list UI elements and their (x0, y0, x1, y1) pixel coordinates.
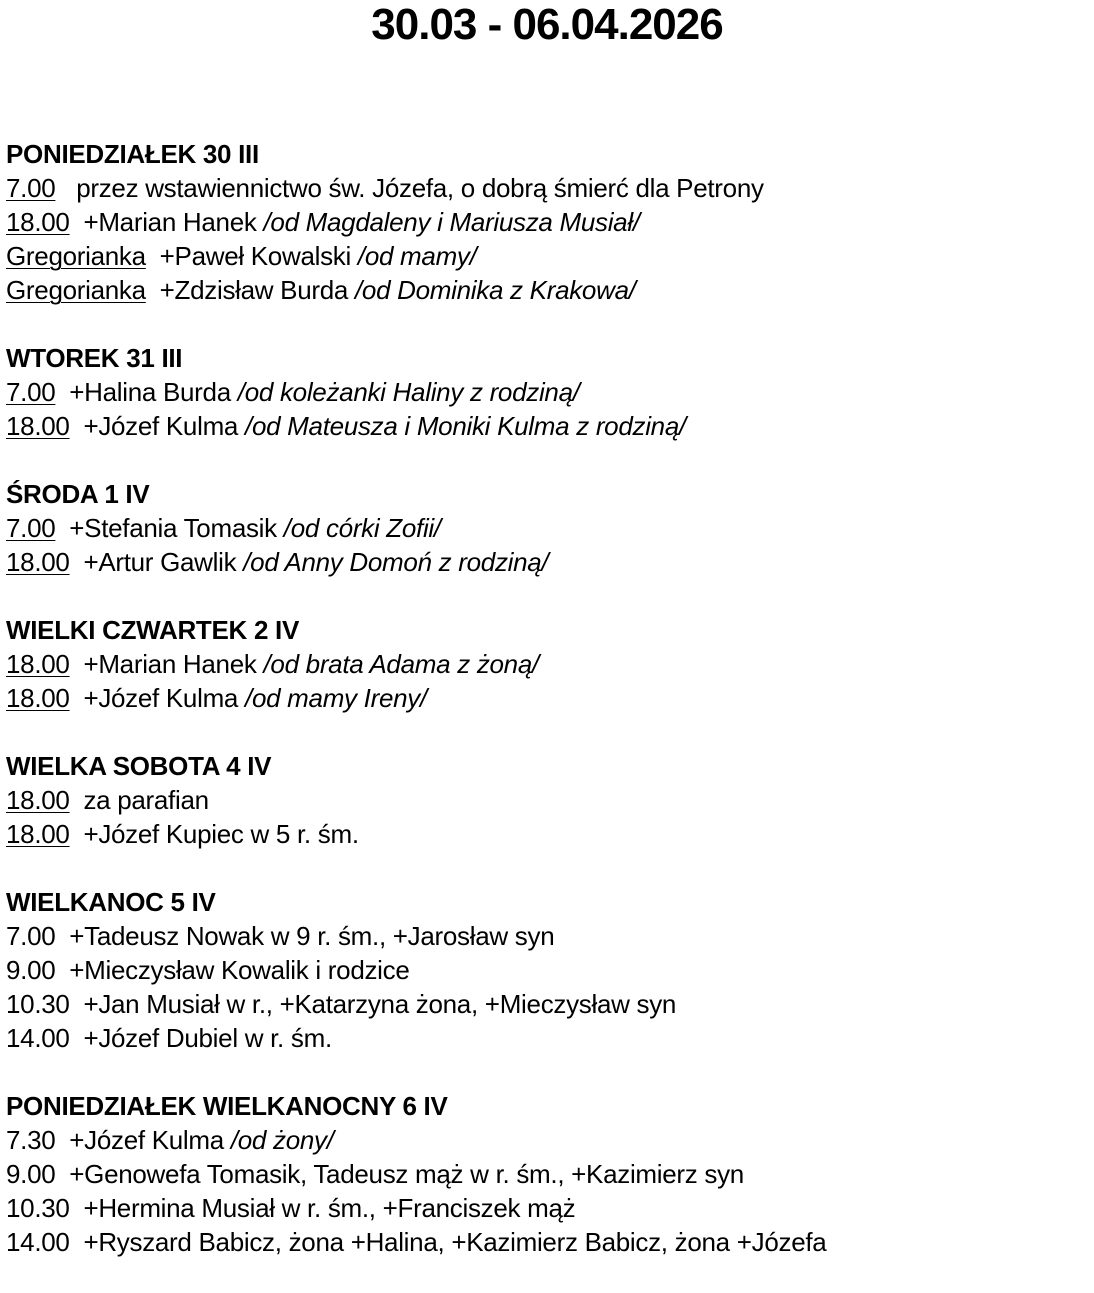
mass-entry (6, 783, 1094, 817)
mass-intention: za parafian (83, 785, 209, 815)
mass-intention: +Paweł Kowalski (159, 241, 358, 271)
day-heading: WIELKANOC 5 IV (6, 887, 216, 917)
mass-entry (6, 171, 1094, 205)
mass-time: 9.00 (6, 1159, 56, 1189)
day-section (6, 885, 1094, 1055)
mass-time: 18.00 (6, 819, 70, 849)
day-heading: WIELKA SOBOTA 4 IV (6, 751, 272, 781)
spacer (70, 1227, 84, 1257)
mass-entry (6, 273, 1094, 307)
mass-time: Gregorianka (6, 275, 146, 305)
spacer (70, 411, 84, 441)
mass-entry (6, 1191, 1094, 1225)
mass-entry (6, 953, 1094, 987)
day-section (6, 749, 1094, 851)
mass-intention: przez wstawiennictwo św. Józefa, o dobrą śmierć dla Petrony (76, 173, 764, 203)
intention-requester: /od córki Zofii/ (283, 513, 441, 543)
intention-requester: /od koleżanki Haliny z rodziną/ (237, 377, 580, 407)
day-section (6, 477, 1094, 579)
spacer (55, 955, 69, 985)
mass-time: 18.00 (6, 547, 70, 577)
spacer (70, 1023, 84, 1053)
mass-time: 10.30 (6, 1193, 70, 1223)
day-section (6, 1089, 1094, 1259)
spacer (55, 173, 76, 203)
intention-requester: /od mamy/ (357, 241, 477, 271)
mass-intention: +Hermina Musiał w r. śm., +Franciszek mąż (83, 1193, 576, 1223)
mass-intention: +Artur Gawlik (83, 547, 244, 577)
mass-entry (6, 409, 1094, 443)
intention-requester: /od mamy Ireny/ (245, 683, 427, 713)
mass-entry (6, 511, 1094, 545)
spacer (55, 1159, 69, 1189)
intention-requester: /od żony/ (230, 1125, 334, 1155)
mass-intention: +Genowefa Tomasik, Tadeusz mąż w r. śm., +Kazimierz syn (69, 1159, 744, 1189)
mass-entry (6, 647, 1094, 681)
mass-entry (6, 205, 1094, 239)
spacer (70, 683, 84, 713)
mass-time: 7.00 (6, 921, 56, 951)
mass-time: 9.00 (6, 955, 56, 985)
page-title: 30.03 - 06.04.2026 (371, 0, 723, 49)
day-heading: WTOREK 31 III (6, 343, 183, 373)
mass-schedule (6, 137, 1094, 1293)
intention-requester: /od Mateusza i Moniki Kulma z rodziną/ (245, 411, 686, 441)
day-heading: ŚRODA 1 IV (6, 479, 150, 509)
spacer (55, 513, 69, 543)
mass-entry (6, 1021, 1094, 1055)
intention-requester: /od Anny Domoń z rodziną/ (243, 547, 549, 577)
spacer (146, 275, 160, 305)
mass-entry (6, 375, 1094, 409)
mass-time: 10.30 (6, 989, 70, 1019)
mass-intention: +Marian Hanek (83, 649, 264, 679)
mass-time: 7.00 (6, 173, 56, 203)
intention-requester: /od brata Adama z żoną/ (263, 649, 539, 679)
mass-time: 7.00 (6, 377, 56, 407)
mass-time: 7.30 (6, 1125, 56, 1155)
mass-intention: +Józef Kulma (83, 683, 246, 713)
mass-entry (6, 817, 1094, 851)
spacer (55, 377, 69, 407)
mass-time: Gregorianka (6, 241, 146, 271)
mass-intention: +Marian Hanek (83, 207, 264, 237)
mass-entry (6, 1225, 1094, 1259)
mass-entry (6, 1157, 1094, 1191)
mass-time: 18.00 (6, 785, 70, 815)
mass-intention: +Mieczysław Kowalik i rodzice (69, 955, 410, 985)
spacer (55, 1125, 69, 1155)
mass-entry (6, 545, 1094, 579)
mass-intention: +Józef Dubiel w r. śm. (83, 1023, 332, 1053)
spacer (55, 921, 69, 951)
day-section (6, 613, 1094, 715)
mass-intention: +Ryszard Babicz, żona +Halina, +Kazimierz Babicz, żona +Józefa (83, 1227, 827, 1257)
mass-intention: +Józef Kulma (69, 1125, 231, 1155)
spacer (70, 785, 84, 815)
day-section (6, 137, 1094, 307)
day-heading: PONIEDZIAŁEK WIELKANOCNY 6 IV (6, 1091, 448, 1121)
mass-time: 18.00 (6, 649, 70, 679)
intention-requester: /od Magdaleny i Mariusza Musiał/ (263, 207, 640, 237)
mass-time: 14.00 (6, 1023, 70, 1053)
spacer (146, 241, 160, 271)
mass-entry (6, 919, 1094, 953)
intention-requester: /od Dominika z Krakowa/ (354, 275, 636, 305)
mass-entry (6, 239, 1094, 273)
mass-intention: +Halina Burda (69, 377, 238, 407)
mass-intention: +Jan Musiał w r., +Katarzyna żona, +Mieczysław syn (83, 989, 677, 1019)
mass-time: 18.00 (6, 207, 70, 237)
mass-intention: +Zdzisław Burda (159, 275, 355, 305)
mass-entry (6, 1123, 1094, 1157)
day-heading: PONIEDZIAŁEK 30 III (6, 139, 259, 169)
spacer (70, 989, 84, 1019)
mass-intention: +Józef Kulma (83, 411, 246, 441)
spacer (70, 207, 84, 237)
mass-intention: +Tadeusz Nowak w 9 r. śm., +Jarosław syn (69, 921, 555, 951)
day-section (6, 341, 1094, 443)
spacer (70, 819, 84, 849)
day-heading: WIELKI CZWARTEK 2 IV (6, 615, 300, 645)
spacer (70, 649, 84, 679)
mass-entry (6, 681, 1094, 715)
mass-entry (6, 987, 1094, 1021)
mass-time: 7.00 (6, 513, 56, 543)
mass-time: 18.00 (6, 683, 70, 713)
mass-time: 14.00 (6, 1227, 70, 1257)
spacer (70, 1193, 84, 1223)
mass-time: 18.00 (6, 411, 70, 441)
spacer (70, 547, 84, 577)
mass-intention: +Stefania Tomasik (69, 513, 284, 543)
mass-intention: +Józef Kupiec w 5 r. śm. (83, 819, 359, 849)
